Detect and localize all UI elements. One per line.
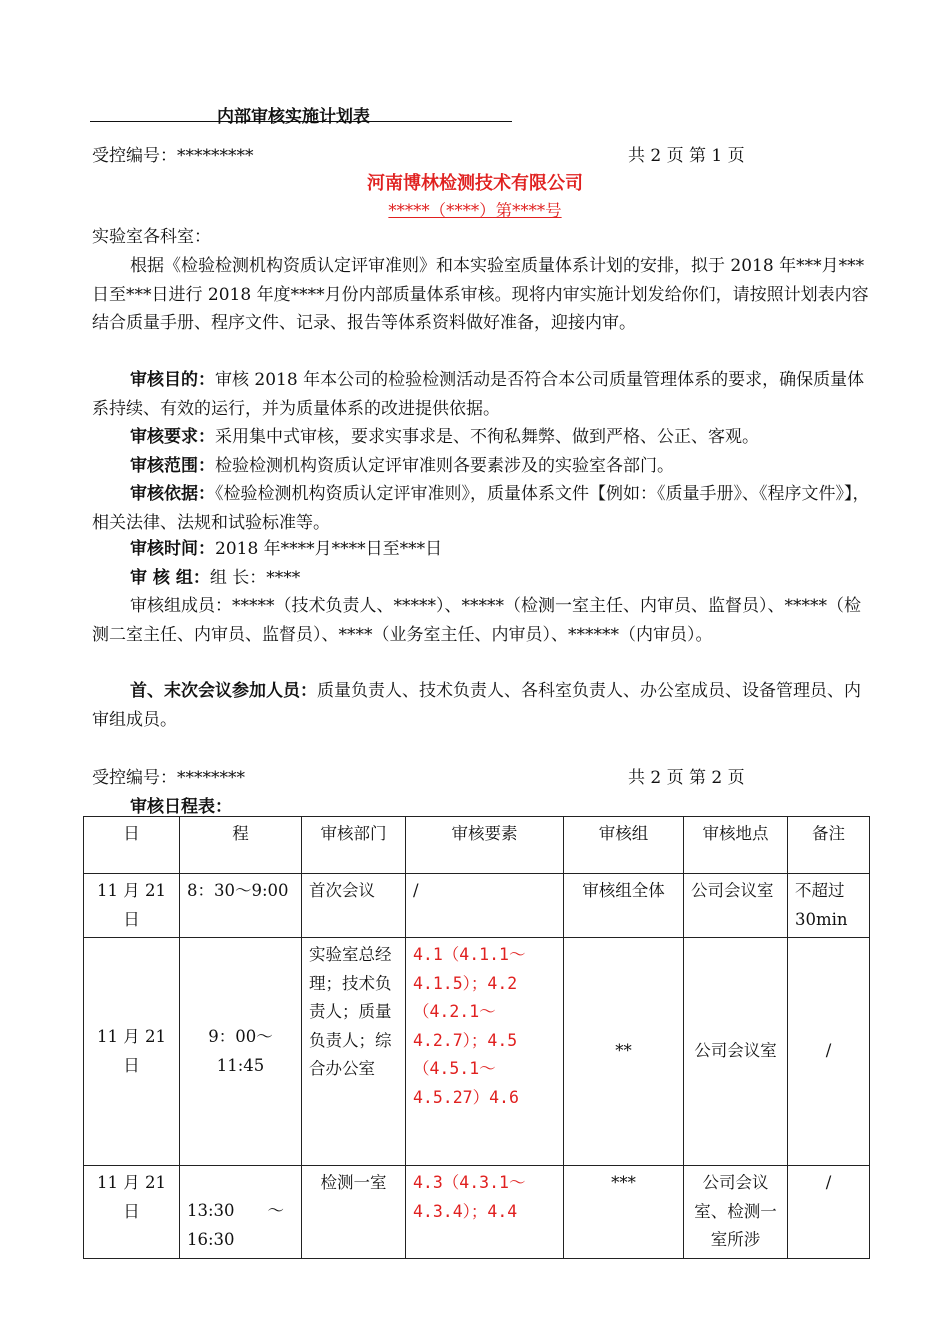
cell-group: **: [564, 938, 684, 1166]
section-label: 审 核 组：: [130, 568, 210, 588]
cell-elements: 4.3（4.3.1～4.3.4）；4.4: [406, 1166, 564, 1259]
section-label: 审核目的：: [130, 370, 215, 390]
cell-group: 审核组全体: [564, 874, 684, 938]
cell-dept: 检测一室: [302, 1166, 406, 1259]
header-remark: 备注: [788, 817, 870, 874]
cell-location: 公司会议室: [684, 874, 788, 938]
cell-date: 11 月 21 日: [84, 874, 180, 938]
title-underline: [90, 121, 512, 122]
audit-time: [92, 535, 872, 564]
meeting-attendees: [92, 677, 872, 734]
audit-requirements: [92, 423, 872, 452]
cell-elements: /: [406, 874, 564, 938]
control-number: 受控编号：*********: [92, 146, 254, 166]
cell-elements: 4.1（4.1.1～4.1.5）；4.2（4.2.1～4.2.7）；4.5（4.5.1～4.5.27）4.6: [406, 938, 564, 1166]
table-row: [84, 874, 870, 938]
cell-time: 13:30 ～16:30: [180, 1166, 302, 1259]
section-text: 审核 2018 年本公司的检验检测活动是否符合本公司质量管理体系的要求，确保质量体系持续、有效的运行，并为质量体系的改进提供依据。: [92, 370, 865, 419]
header-group: 审核组: [564, 817, 684, 874]
section-label: 审核范围：: [130, 456, 215, 476]
section-label: 审核依据：: [130, 484, 215, 504]
header-dept: 审核部门: [302, 817, 406, 874]
audit-members: 审核组成员：*****（技术负责人、*****）、*****（检测一室主任、内审员、监督员）、*****（检测二室主任、内审员、监督员）、****（业务室主任、内审员）、******（内审员）。: [92, 596, 861, 645]
header-elements: 审核要素: [406, 817, 564, 874]
header-time: 程: [180, 817, 302, 874]
intro-paragraph: 根据《检验检测机构资质认定评审准则》和本实验室质量体系计划的安排，拟于 2018 年***月***日至***日进行 2018 年度****月份内部质量体系审核。现将内审实施计划发给你们，请按照计划表内容结合质量手册、程序文件、记录、报告等体系资料做好准备，迎接内审。: [92, 256, 869, 333]
cell-location: 公司会议室、检测一室所涉: [684, 1166, 788, 1259]
section-label: 首、末次会议参加人员：: [130, 681, 317, 701]
cell-time: 9：00～11:45: [180, 938, 302, 1166]
header-date: 日: [84, 817, 180, 874]
cell-remark: /: [788, 938, 870, 1166]
cell-date: 11 月 21 日: [84, 938, 180, 1166]
audit-basis: [92, 480, 872, 537]
cell-date: 11 月 21 日: [84, 1166, 180, 1259]
company-name: 河南博林检测技术有限公司: [367, 173, 583, 194]
section-text: 《检验检测机构资质认定评审准则》，质量体系文件【例如：《质量手册》、《程序文件》】，相关法律、法规和试验标准等。: [92, 484, 870, 533]
cell-location: 公司会议室: [684, 938, 788, 1166]
cell-dept: 首次会议: [302, 874, 406, 938]
cell-remark: 不超过 30min: [788, 874, 870, 938]
section-text: 2018 年****月****日至***日: [215, 539, 443, 559]
document-title: 内部审核实施计划表: [217, 107, 370, 127]
page-info: 共 2 页 第 1 页: [628, 146, 745, 166]
cell-time: 8：30～9:00: [180, 874, 302, 938]
salutation: 实验室各科室：: [92, 227, 211, 247]
page-info-page2: 共 2 页 第 2 页: [628, 768, 745, 788]
section-text: 检验检测机构资质认定评审准则各要素涉及的实验室各部门。: [215, 456, 674, 476]
table-header-row: [84, 817, 870, 874]
audit-purpose: [92, 366, 872, 423]
section-text: 质量负责人、技术负责人、各科室负责人、办公室成员、设备管理员、内审组成员。: [92, 681, 861, 730]
section-label: 审核要求：: [130, 427, 215, 447]
schedule-table: [83, 816, 870, 1259]
schedule-title: 审核日程表：: [130, 797, 232, 817]
section-label: 审核时间：: [130, 539, 215, 559]
table-row: [84, 1166, 870, 1259]
cell-group: ***: [564, 1166, 684, 1259]
audit-scope: [92, 452, 872, 481]
cell-dept: 实验室总经理；技术负责人；质量负责人；综合办公室: [302, 938, 406, 1166]
section-text: 采用集中式审核，要求实事求是、不徇私舞弊、做到严格、公正、客观。: [215, 427, 759, 447]
cell-remark: /: [788, 1166, 870, 1259]
table-row: [84, 938, 870, 1166]
control-number-page2: 受控编号：********: [92, 768, 245, 788]
audit-group: [92, 564, 872, 593]
header-location: 审核地点: [684, 817, 788, 874]
document-number: *****（****）第****号: [388, 201, 562, 220]
section-text: 组 长：****: [209, 568, 301, 588]
